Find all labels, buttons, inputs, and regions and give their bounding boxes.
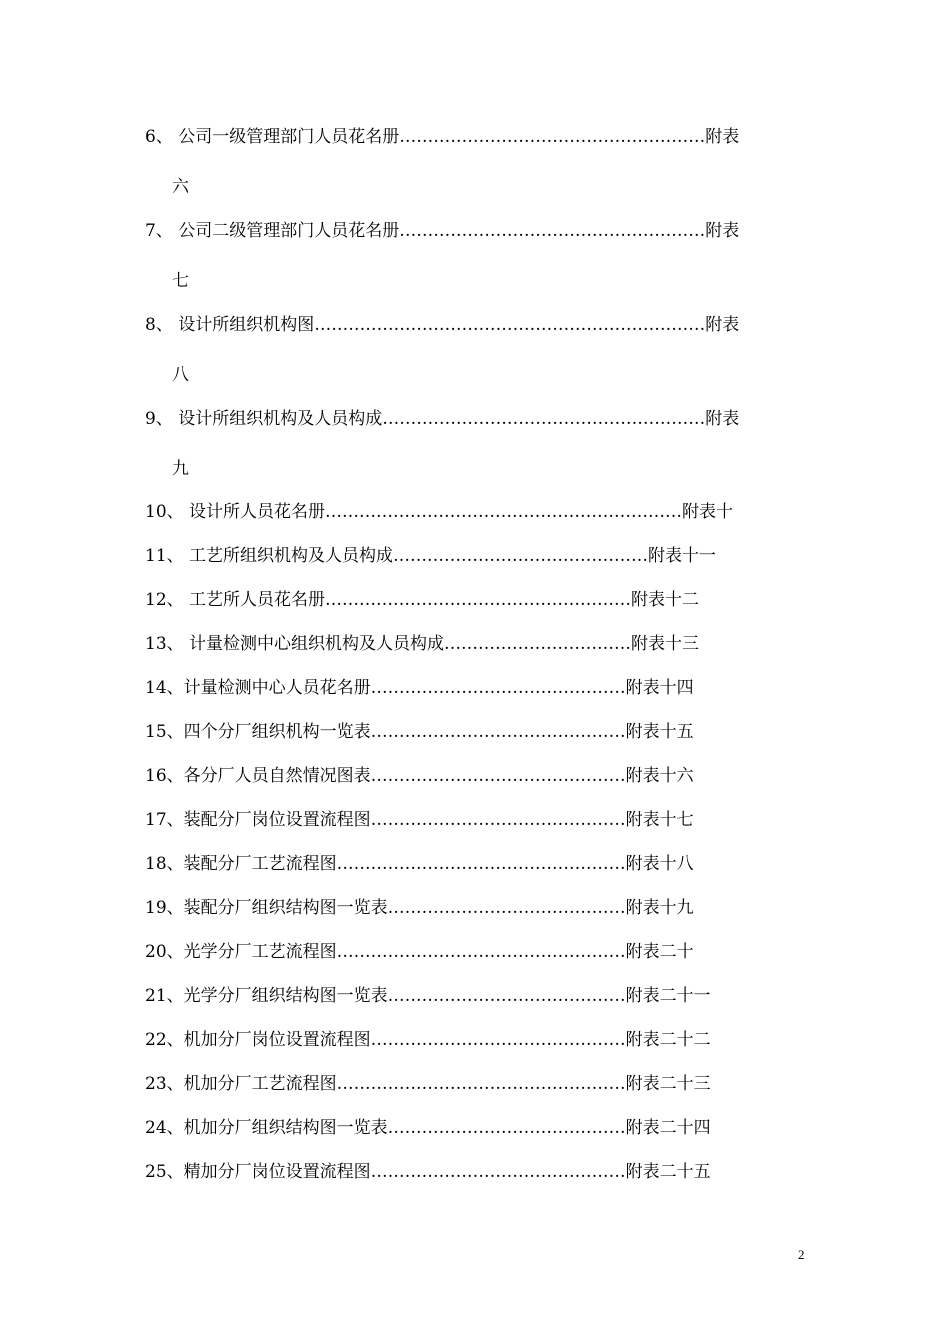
toc-entry-text: 14、计量检测中心人员花名册………………………………………附表十四: [145, 678, 694, 698]
toc-entry-8-continuation: [0, 363, 950, 387]
toc-entry-11: [0, 544, 950, 568]
toc-entry-text: 25、精加分厂岗位设置流程图………………………………………附表二十五: [145, 1162, 711, 1182]
toc-entry-text: 23、机加分厂工艺流程图……………………………………………附表二十三: [145, 1074, 711, 1094]
toc-entry-14: [0, 676, 950, 700]
toc-entry-text: 9、 设计所组织机构及人员构成…………………………………………………附表: [145, 409, 740, 429]
toc-entry-text: 16、各分厂人员自然情况图表………………………………………附表十六: [145, 766, 694, 786]
toc-entry-text: 20、光学分厂工艺流程图……………………………………………附表二十: [145, 942, 694, 962]
toc-entry-text: 15、四个分厂组织机构一览表………………………………………附表十五: [145, 722, 694, 742]
toc-entry-25: [0, 1160, 950, 1184]
toc-entry-text: 24、机加分厂组织结构图一览表……………………………………附表二十四: [145, 1118, 711, 1138]
toc-entry-18: [0, 852, 950, 876]
toc-entry-17: [0, 808, 950, 832]
toc-entry-text: 21、光学分厂组织结构图一览表……………………………………附表二十一: [145, 986, 711, 1006]
toc-entry-21: [0, 984, 950, 1008]
toc-entry-text: 19、装配分厂组织结构图一览表……………………………………附表十九: [145, 898, 694, 918]
toc-entry-24: [0, 1116, 950, 1140]
toc-entry-6-continuation: [0, 175, 950, 199]
toc-entry-9-continuation: [0, 457, 950, 481]
toc-entry-text: 10、 设计所人员花名册………………………………………………………附表十: [145, 502, 734, 522]
toc-entry-text: 22、机加分厂岗位设置流程图………………………………………附表二十二: [145, 1030, 711, 1050]
toc-entry-7-continuation: [0, 269, 950, 293]
toc-entry-text: 12、 工艺所人员花名册………………………………………………附表十二: [145, 590, 700, 610]
toc-entry-8: [0, 313, 950, 337]
toc-entry-7: [0, 219, 950, 243]
toc-entry-10: [0, 500, 950, 524]
toc-entry-20: [0, 940, 950, 964]
toc-entry-text: 17、装配分厂岗位设置流程图………………………………………附表十七: [145, 810, 694, 830]
toc-entry-9: [0, 407, 950, 431]
toc-entry-23: [0, 1072, 950, 1096]
toc-entry-text: 8、 设计所组织机构图……………………………………………………………附表: [145, 315, 740, 335]
toc-entry-text: 6、 公司一级管理部门人员花名册………………………………………………附表: [145, 127, 740, 147]
toc-entry-22: [0, 1028, 950, 1052]
toc-entry-13: [0, 632, 950, 656]
toc-entry-text: 18、装配分厂工艺流程图……………………………………………附表十八: [145, 854, 694, 874]
toc-entry-text: 九: [172, 459, 189, 479]
toc-entry-text: 11、 工艺所组织机构及人员构成………………………………………附表十一: [145, 546, 717, 566]
toc-entry-text: 13、 计量检测中心组织机构及人员构成……………………………附表十三: [145, 634, 700, 654]
toc-entry-15: [0, 720, 950, 744]
toc-entry-text: 7、 公司二级管理部门人员花名册………………………………………………附表: [145, 221, 740, 241]
toc-entry-16: [0, 764, 950, 788]
toc-entry-6: [0, 125, 950, 149]
page-number: 2: [798, 1247, 805, 1262]
toc-entry-19: [0, 896, 950, 920]
toc-entry-text: 八: [172, 365, 189, 385]
toc-entry-text: 七: [172, 271, 189, 291]
toc-entry-12: [0, 588, 950, 612]
toc-entry-text: 六: [172, 177, 189, 197]
